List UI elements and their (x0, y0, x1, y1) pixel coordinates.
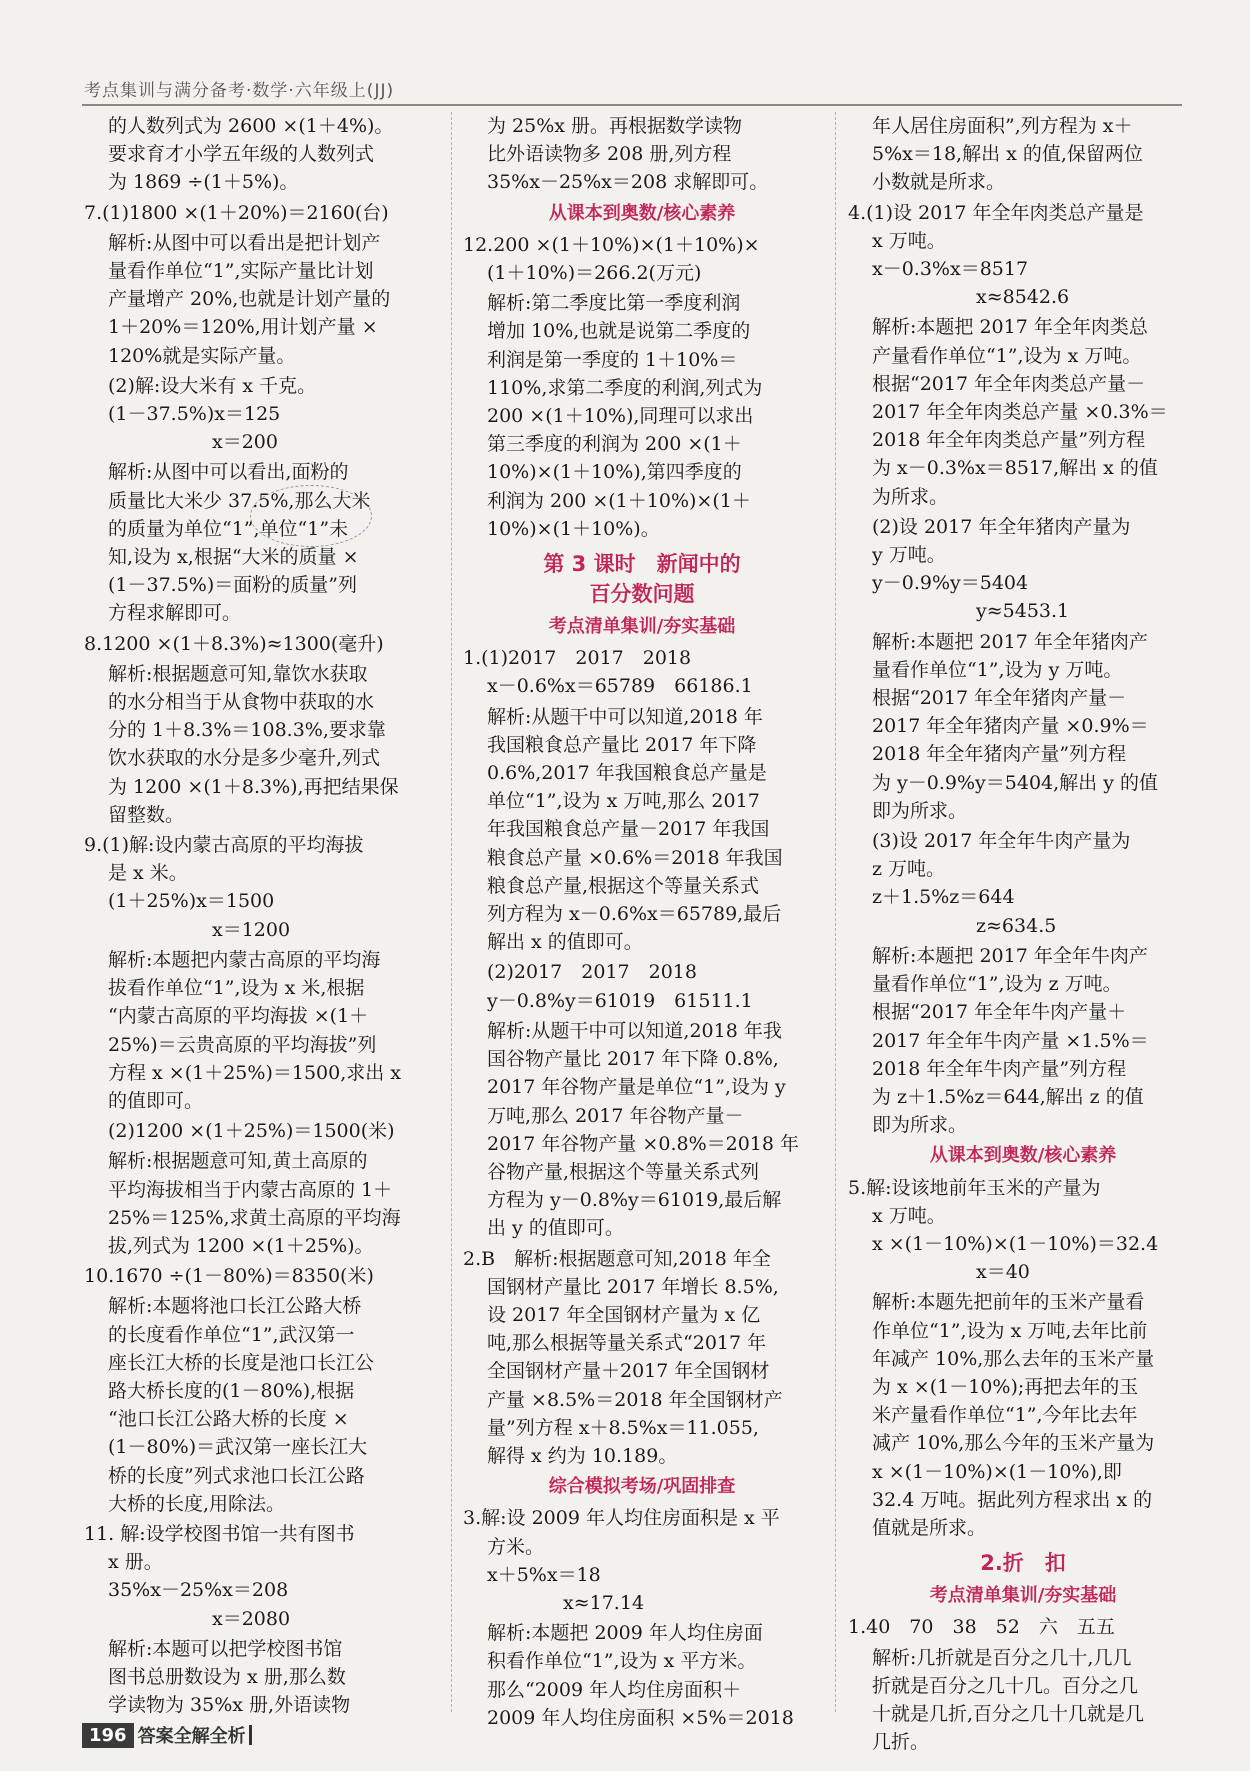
text-line: 为 x ×(1－10%);再把去年的玉 (872, 1375, 1139, 1398)
column-divider (451, 112, 452, 1712)
text-line: 2018 年全年猪肉产量”列方程 (872, 743, 1127, 766)
answer-block (84, 1117, 442, 1145)
answer-block (848, 513, 1198, 626)
text-line: x＝2080 (212, 1607, 291, 1630)
text-line: “池口长江公路大桥的长度 × (108, 1408, 349, 1431)
text-line: 解析:本题把内蒙古高原的平均海 (108, 948, 381, 971)
text-line: 知,设为 x,根据“大米的质量 × (108, 546, 359, 569)
text-line: x≈8542.6 (976, 286, 1070, 309)
text-line: y－0.9%y＝5404 (872, 572, 1029, 595)
text-line: x＝40 (976, 1261, 1030, 1284)
text-line: 积看作单位“1”,设为 x 平方米。 (487, 1650, 757, 1673)
answer-block (463, 703, 821, 957)
text-line: 增加 10%,也就是说第二季度的 (487, 320, 751, 343)
answer-block (848, 1613, 1198, 1641)
text-line: 设 2017 年全国钢材产量为 x 亿 (487, 1303, 761, 1326)
text-line: 10%)×(1＋10%)。 (487, 517, 660, 540)
text-line: 单位“1”,设为 x 万吨,那么 2017 (487, 790, 760, 813)
text-line: 利润是第一季度的 1＋10%＝ (487, 348, 738, 371)
answer-block (84, 1147, 442, 1260)
text-line: 解析:本题把 2009 年人均住房面 (487, 1622, 763, 1645)
text-line: 的水分相当于从食物中获取的水 (108, 691, 375, 714)
text-line: 9.(1)解:设内蒙古高原的平均海拔 (84, 834, 364, 857)
text-line: 解析:第二季度比第一季度利润 (487, 292, 741, 315)
text-line: 25%＝125%,求黄土高原的平均海 (108, 1206, 401, 1229)
text-line: 为所求。 (872, 485, 949, 508)
footer-bar (249, 1725, 252, 1745)
text-line: 为 1200 ×(1＋8.3%),再把结果保 (108, 775, 399, 798)
text-line: 吨,那么根据等量关系式“2017 年 (487, 1332, 767, 1355)
answer-block (848, 628, 1198, 825)
text-line: x＋5%x＝18 (487, 1563, 601, 1586)
text-line: 解析:本题把 2017 年全年牛肉产 (872, 944, 1148, 967)
text-line: 11. 解:设学校图书馆一共有图书 (84, 1522, 355, 1545)
text-line: 量看作单位“1”,实际产量比计划 (108, 260, 374, 283)
text-line: 拔看作单位“1”,设为 x 米,根据 (108, 977, 365, 1000)
section-heading: 从课本到奥数/核心素养 (929, 1145, 1117, 1167)
answer-block (463, 644, 821, 700)
text-line: 为 y－0.9%y＝5404,解出 y 的值 (872, 771, 1158, 794)
answer-block (463, 1504, 821, 1617)
text-line: 第三季度的利润为 200 ×(1＋ (487, 433, 742, 456)
text-line: 列方程为 x－0.6%x＝65789,最后 (487, 903, 782, 926)
text-line: 2009 年人均住房面积 ×5%＝2018 (487, 1706, 794, 1729)
text-line: 值就是所求。 (872, 1516, 987, 1539)
answer-block (463, 958, 821, 1014)
text-line: 的人数列式为 2600 ×(1＋4%)。 (108, 115, 394, 137)
section-heading: 从课本到奥数/核心素养 (548, 202, 736, 224)
text-line: 方程求解即可。 (108, 602, 242, 625)
text-line: 粮食总产量,根据这个等量关系式 (487, 874, 760, 897)
text-line: (1－37.5%)＝面粉的质量”列 (108, 574, 357, 597)
answer-block (84, 1262, 442, 1290)
text-line: 产量看作单位“1”,设为 x 万吨。 (872, 344, 1142, 367)
text-line: 1.40 70 38 52 六 五五 (848, 1616, 1115, 1639)
text-line: 几折。 (872, 1731, 930, 1754)
header-title: 考点集训与满分备考·数学·六年级上(JJ) (84, 81, 395, 101)
text-line: 8.1200 ×(1＋8.3%)≈1300(毫升) (84, 632, 384, 655)
text-line: x＝1200 (212, 918, 291, 941)
text-line: 即为所求。 (872, 1114, 968, 1137)
text-line: 路大桥长度的(1－80%),根据 (108, 1379, 355, 1402)
text-line: 的长度看作单位“1”,武汉第一 (108, 1323, 355, 1346)
answer-block (463, 112, 821, 197)
text-line: 留整数。 (108, 803, 185, 826)
text-line: 解析:本题把 2017 年全年肉类总 (872, 316, 1148, 339)
text-line: 量”列方程 x＋8.5%x＝11.055, (487, 1416, 759, 1439)
answer-block (848, 199, 1198, 312)
answer-block (463, 1619, 821, 1732)
footer-label: 答案全解全析 (137, 1726, 246, 1747)
text-line: 大桥的长度,用除法。 (108, 1492, 286, 1515)
text-line: 2017 年谷物产量是单位“1”,设为 y (487, 1076, 786, 1099)
answer-block (848, 1174, 1198, 1287)
text-line: 小数就是所求。 (872, 171, 1006, 194)
text-line: 方程 x ×(1＋25%)＝1500,求出 x (108, 1061, 402, 1084)
text-line: x 万吨。 (872, 1204, 946, 1227)
text-line: 座长江大桥的长度是池口长江公 (108, 1351, 375, 1374)
text-line: 1.(1)2017 2017 2018 (463, 647, 692, 670)
text-line: 解析:根据题意可知,靠饮水获取 (108, 662, 368, 685)
answer-block (848, 1644, 1198, 1757)
text-line: 解析:本题将池口长江公路大桥 (108, 1295, 362, 1318)
text-line: 7.(1)1800 ×(1＋20%)＝2160(台) (84, 201, 389, 224)
text-line: 2017 年全年猪肉产量 ×0.9%＝ (872, 715, 1149, 738)
lesson-title-line: 第 3 课时 新闻中的 (543, 552, 741, 577)
text-line: 万吨,那么 2017 年谷物产量－ (487, 1104, 744, 1127)
text-line: 根据“2017 年全年肉类总产量－ (872, 372, 1146, 395)
text-line: “内蒙古高原的平均海拔 ×(1＋ (108, 1005, 369, 1028)
text-line: 1＋20%＝120%,用计划产量 × (108, 316, 378, 339)
text-line: 为 1869 ÷(1＋5%)。 (108, 171, 299, 194)
text-line: 根据“2017 年全年牛肉产量＋ (872, 1001, 1127, 1024)
text-line: 25%)＝云贵高原的平均海拔”列 (108, 1033, 377, 1056)
text-line: 方程为 y－0.8%y＝61019,最后解 (487, 1189, 782, 1212)
answer-block (84, 1635, 442, 1720)
text-line: (1＋10%)＝266.2(万元) (487, 262, 702, 285)
text-line: 2.B 解析:根据题意可知,2018 年全 (463, 1247, 771, 1270)
text-line: 3.解:设 2009 年人均住房面积是 x 平 (463, 1507, 780, 1530)
text-line: 的质量为单位“1”,单位“1”未 (108, 517, 349, 540)
text-line: 学读物为 35%x 册,外语读物 (108, 1694, 351, 1717)
text-line: 200 ×(1＋10%),同理可以求出 (487, 405, 754, 428)
answer-block (84, 946, 442, 1115)
text-line: (1＋25%)x＝1500 (108, 890, 275, 913)
text-line: 出 y 的值即可。 (487, 1217, 624, 1240)
text-line: 年减产 10%,那么去年的玉米产量 (872, 1347, 1155, 1370)
answer-block (848, 1288, 1198, 1542)
answer-block (84, 112, 442, 197)
text-line: 产量 ×8.5%＝2018 年全国钢材产 (487, 1388, 783, 1411)
text-line: 0.6%,2017 年我国粮食总产量是 (487, 762, 767, 785)
text-line: 的值即可。 (108, 1089, 204, 1112)
text-line: 要求育才小学五年级的人数列式 (108, 143, 375, 166)
text-line: 35%x－25%x＝208 (108, 1579, 289, 1602)
answer-block (463, 1017, 821, 1243)
text-line: 2017 年全年牛肉产量 ×1.5%＝ (872, 1029, 1149, 1052)
text-line: x ×(1－10%)×(1－10%)＝32.4 (872, 1232, 1159, 1255)
text-line: 饮水获取的水分是多少毫升,列式 (108, 747, 381, 770)
text-line: 解析:从题干中可以知道,2018 年 (487, 705, 763, 728)
answer-block (84, 372, 442, 457)
lesson-title (848, 1548, 1198, 1578)
answer-block (848, 827, 1198, 940)
page-number: 196 (82, 1723, 134, 1748)
text-line: x ×(1－10%)×(1－10%),即 (872, 1460, 1122, 1483)
text-line: 110%,求第二季度的利润,列式为 (487, 376, 763, 399)
text-line: 折就是百分之几十几。百分之几 (872, 1674, 1139, 1697)
text-line: 量看作单位“1”,设为 y 万吨。 (872, 658, 1123, 681)
lesson-title-line: 百分数问题 (589, 582, 695, 607)
text-line: 我国粮食总产量比 2017 年下降 (487, 733, 757, 756)
text-line: (2)1200 ×(1＋25%)＝1500(米) (108, 1120, 395, 1143)
answer-column-middle (463, 112, 821, 1734)
text-line: y－0.8%y＝61019 61511.1 (487, 989, 753, 1012)
answer-block (84, 458, 442, 627)
text-line: 国谷物产量比 2017 年下降 0.8%, (487, 1048, 779, 1071)
text-line: 全国钢材产量＋2017 年全国钢材 (487, 1360, 770, 1383)
text-line: x≈17.14 (563, 1591, 645, 1614)
text-line: 4.(1)设 2017 年全年肉类总产量是 (848, 201, 1144, 224)
text-line: 2018 年全年肉类总产量”列方程 (872, 429, 1146, 452)
answer-block (84, 1292, 442, 1518)
text-line: 方米。 (487, 1535, 545, 1558)
text-line: z≈634.5 (976, 914, 1057, 937)
answer-column-right (848, 112, 1198, 1758)
answer-block (84, 630, 442, 658)
text-line: 解析:从图中可以看出,面粉的 (108, 461, 349, 484)
text-line: 10.1670 ÷(1－80%)＝8350(米) (84, 1265, 374, 1288)
text-line: 35%x－25%x＝208 求解即可。 (487, 171, 769, 194)
text-line: 2017 年谷物产量 ×0.8%＝2018 年 (487, 1132, 800, 1155)
text-line: 比外语读物多 208 册,列方程 (487, 143, 732, 166)
answer-block (463, 231, 821, 287)
answer-block (848, 313, 1198, 510)
text-line: x－0.6%x＝65789 66186.1 (487, 675, 753, 698)
text-line: (2)2017 2017 2018 (487, 961, 697, 984)
text-line: 32.4 万吨。据此列方程求出 x 的 (872, 1488, 1153, 1511)
answer-block (84, 199, 442, 227)
text-line: 5%x＝18,解出 x 的值,保留两位 (872, 143, 1143, 166)
text-line: 年人居住房面积”,列方程为 x＋ (872, 115, 1133, 137)
text-line: 12.200 ×(1＋10%)×(1＋10%)× (463, 233, 760, 256)
answer-column-left (84, 112, 442, 1721)
text-line: (1－80%)＝武汉第一座长江大 (108, 1436, 368, 1459)
text-line: 为 z＋1.5%z＝644,解出 z 的值 (872, 1085, 1144, 1108)
page-footer (82, 1722, 252, 1752)
text-line: 质量比大米少 37.5%,那么大米 (108, 489, 371, 512)
text-line: 解析:本题把 2017 年全年猪肉产 (872, 630, 1148, 653)
answer-block (848, 942, 1198, 1139)
text-line: 解析:从题干中可以知道,2018 年我 (487, 1019, 782, 1042)
text-line: 产量增产 20%,也就是计划产量的 (108, 288, 391, 311)
text-line: y 万吨。 (872, 544, 946, 567)
text-line: (1－37.5%)x＝125 (108, 403, 281, 426)
text-line: 图书总册数设为 x 册,那么数 (108, 1665, 346, 1688)
text-line: 解析:本题先把前年的玉米产量看 (872, 1291, 1145, 1314)
answer-block (463, 289, 821, 543)
text-line: 即为所求。 (872, 799, 968, 822)
text-line: 120%就是实际产量。 (108, 344, 296, 367)
page-header (82, 70, 1182, 106)
lesson-title (463, 549, 821, 609)
answer-block (848, 112, 1198, 197)
text-line: 十就是几折,百分之几十几就是几 (872, 1702, 1145, 1725)
text-line: (2)设 2017 年全年猪肉产量为 (872, 515, 1131, 538)
text-line: 国钢材产量比 2017 年增长 8.5%, (487, 1275, 779, 1298)
text-line: 2018 年全年牛肉产量”列方程 (872, 1057, 1127, 1080)
answer-block (84, 1520, 442, 1633)
text-line: 解出 x 的值即可。 (487, 931, 643, 954)
text-line: 为 25%x 册。再根据数学读物 (487, 115, 743, 137)
text-line: 桥的长度”列式求池口长江公路 (108, 1464, 365, 1487)
section-heading: 考点清单集训/夯实基础 (929, 1585, 1117, 1607)
section-heading: 综合模拟考场/巩固排查 (548, 1476, 736, 1498)
text-line: 5.解:设该地前年玉米的产量为 (848, 1176, 1101, 1199)
text-line: 解析:根据题意可知,黄土高原的 (108, 1150, 368, 1173)
text-line: 平均海拔相当于内蒙古高原的 1＋ (108, 1178, 393, 1201)
text-line: 解析:本题可以把学校图书馆 (108, 1637, 343, 1660)
text-line: 米产量看作单位“1”,今年比去年 (872, 1404, 1138, 1427)
text-line: 2017 年全年肉类总产量 ×0.3%＝ (872, 401, 1168, 424)
text-line: 解得 x 约为 10.189。 (487, 1444, 678, 1467)
text-line: z 万吨。 (872, 858, 946, 881)
text-line: x＝200 (212, 431, 278, 454)
lesson-title-line: 2.折 扣 (980, 1551, 1066, 1576)
text-line: 分的 1＋8.3%＝108.3%,要求靠 (108, 719, 386, 742)
text-line: 谷物产量,根据这个等量关系式列 (487, 1160, 760, 1183)
pencil-scratch-mark (250, 485, 372, 547)
text-line: 拔,列式为 1200 ×(1＋25%)。 (108, 1234, 374, 1257)
text-line: y≈5453.1 (976, 600, 1070, 623)
answer-block (84, 229, 442, 370)
text-line: 根据“2017 年全年猪肉产量－ (872, 687, 1127, 710)
text-line: 那么“2009 年人均住房面积＋ (487, 1678, 742, 1701)
text-line: (3)设 2017 年全年牛肉产量为 (872, 830, 1131, 853)
text-line: 解析:从图中可以看出是把计划产 (108, 231, 381, 254)
text-line: 利润为 200 ×(1＋10%)×(1＋ (487, 489, 751, 512)
text-line: 年我国粮食总产量－2017 年我国 (487, 818, 770, 841)
text-line: 量看作单位“1”,设为 z 万吨。 (872, 973, 1122, 996)
text-line: 10%)×(1＋10%),第四季度的 (487, 461, 742, 484)
text-line: 粮食总产量 ×0.6%＝2018 年我国 (487, 846, 783, 869)
text-line: 解析:几折就是百分之几十,几几 (872, 1646, 1132, 1669)
column-divider (835, 112, 836, 1712)
text-line: z＋1.5%z＝644 (872, 886, 1015, 909)
text-line: x－0.3%x＝8517 (872, 258, 1029, 281)
text-line: 是 x 米。 (108, 862, 188, 885)
text-line: (2)解:设大米有 x 千克。 (108, 374, 317, 397)
answer-block (84, 831, 442, 944)
answer-block (463, 1245, 821, 1471)
text-line: 减产 10%,那么今年的玉米产量为 (872, 1432, 1155, 1455)
text-line: 作单位“1”,设为 x 万吨,去年比前 (872, 1319, 1148, 1342)
text-line: x 册。 (108, 1551, 163, 1574)
answer-block (84, 660, 442, 829)
text-line: x 万吨。 (872, 229, 946, 252)
section-heading: 考点清单集训/夯实基础 (548, 616, 736, 638)
text-line: 为 x－0.3%x＝8517,解出 x 的值 (872, 457, 1158, 480)
